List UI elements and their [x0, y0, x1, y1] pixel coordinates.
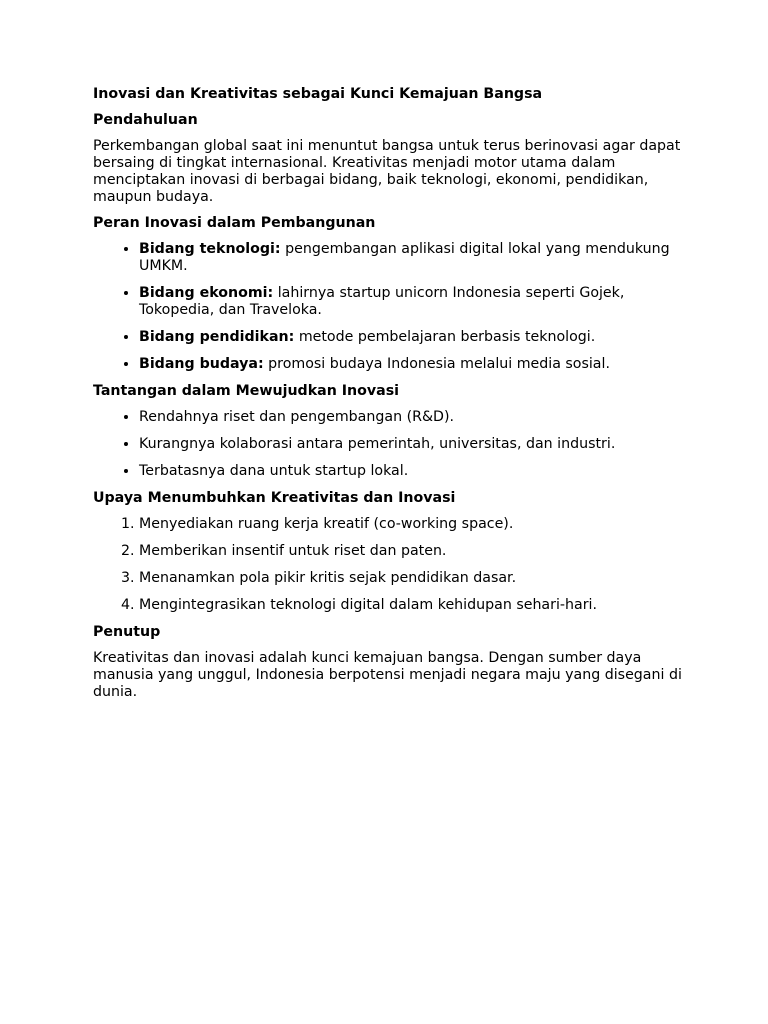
list-item: 2. Memberikan insentif untuk riset dan paten. [139, 543, 683, 560]
item-label: Bidang pendidikan: [139, 329, 295, 345]
list-item [139, 241, 683, 275]
list-item: • Terbatasnya dana untuk startup lokal. [139, 463, 683, 480]
list-item: • Rendahnya riset dan pengembangan (R&D). [139, 409, 683, 426]
item-text: promosi budaya Indonesia melalui media sosial. [263, 356, 610, 372]
list-item [139, 356, 683, 373]
intro-heading: Pendahuluan [93, 112, 198, 128]
list-item: 1. Menyediakan ruang kerja kreatif (co-working space). [139, 516, 683, 533]
document-title: Inovasi dan Kreativitas sebagai Kunci Kemajuan Bangsa [93, 86, 543, 102]
list-item [139, 329, 683, 346]
list-item: 3. Menanamkan pola pikir kritis sejak pendidikan dasar. [139, 570, 683, 587]
closing-paragraph: Kreativitas dan inovasi adalah kunci kemajuan bangsa. Dengan sumber daya manusia yang unggul, Indonesia berpotensi menjadi negara maju yang disegani di dunia. [93, 650, 682, 700]
item-text: pengembangan aplikasi digital lokal yang mendukung UMKM. [139, 241, 670, 274]
item-label: Bidang teknologi: [139, 241, 281, 257]
challenges-heading: Tantangan dalam Mewujudkan Inovasi [93, 383, 400, 399]
challenges-list [93, 409, 683, 480]
list-item: 4. Mengintegrasikan teknologi digital dalam kehidupan sehari-hari. [139, 597, 683, 614]
efforts-list [93, 516, 683, 614]
efforts-heading: Upaya Menumbuhkan Kreativitas dan Inovasi [93, 490, 456, 506]
closing-heading: Penutup [93, 624, 161, 640]
intro-paragraph: Perkembangan global saat ini menuntut bangsa untuk terus berinovasi agar dapat bersaing di tingkat internasional. Kreativitas menjadi motor utama dalam menciptakan inovasi di berbagai bidang, baik teknologi, ekonomi, pendidikan, maupun budaya. [93, 138, 681, 205]
roles-list [93, 241, 683, 373]
item-text: lahirnya startup unicorn Indonesia seperti Gojek, Tokopedia, dan Traveloka. [139, 285, 625, 318]
list-item: • Kurangnya kolaborasi antara pemerintah, universitas, dan industri. [139, 436, 683, 453]
list-item [139, 285, 683, 319]
item-label: Bidang ekonomi: [139, 285, 274, 301]
item-label: Bidang budaya: [139, 356, 264, 372]
roles-heading: Peran Inovasi dalam Pembangunan [93, 215, 376, 231]
document-page [93, 86, 683, 710]
item-text: metode pembelajaran berbasis teknologi. [294, 329, 596, 345]
